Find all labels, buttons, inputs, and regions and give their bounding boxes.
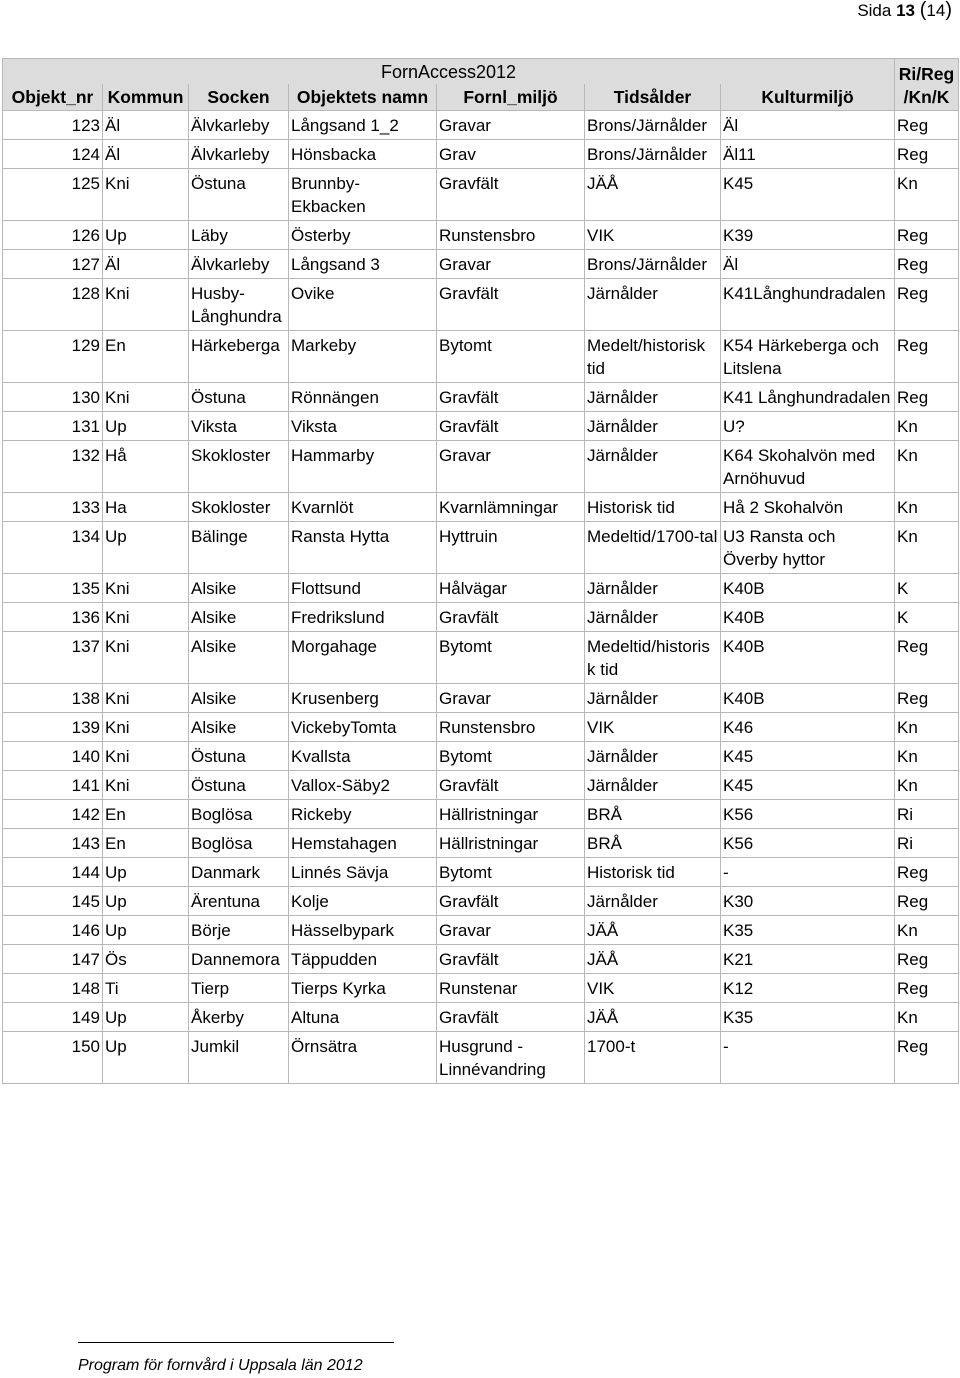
cell-fornl-miljo: Runstensbro (437, 713, 585, 742)
fornaccess-table (2, 58, 959, 1084)
cell-objekt-nr: 140 (3, 742, 103, 771)
cell-ri-reg-kn-k: Kn (895, 1003, 959, 1032)
cell-kulturmiljo: - (721, 1032, 895, 1084)
cell-socken: Skokloster (189, 441, 289, 493)
cell-fornl-miljo: Husgrund - Linnévandring (437, 1032, 585, 1084)
cell-kommun: Äl (103, 250, 189, 279)
cell-objektets-namn: Tierps Kyrka (289, 974, 437, 1003)
table-row (3, 603, 959, 632)
cell-objektets-namn: Långsand 3 (289, 250, 437, 279)
cell-kommun: Äl (103, 111, 189, 140)
table-row (3, 522, 959, 574)
table-row (3, 974, 959, 1003)
cell-ri-reg-kn-k: Kn (895, 916, 959, 945)
table-row (3, 383, 959, 412)
table-row (3, 1003, 959, 1032)
table-row (3, 916, 959, 945)
cell-fornl-miljo: Gravar (437, 111, 585, 140)
cell-socken: Viksta (189, 412, 289, 441)
cell-ri-reg-kn-k: Reg (895, 684, 959, 713)
cell-kulturmiljo: K45 (721, 169, 895, 221)
cell-socken: Läby (189, 221, 289, 250)
cell-kommun: En (103, 829, 189, 858)
cell-objekt-nr: 129 (3, 331, 103, 383)
cell-socken: Danmark (189, 858, 289, 887)
table-row (3, 493, 959, 522)
cell-tidsalder: BRÅ (585, 800, 721, 829)
cell-kommun: Ös (103, 945, 189, 974)
cell-socken: Östuna (189, 771, 289, 800)
column-header-objekt-nr: Objekt_nr (3, 84, 103, 111)
cell-objektets-namn: Viksta (289, 412, 437, 441)
cell-fornl-miljo: Bytomt (437, 858, 585, 887)
cell-objekt-nr: 143 (3, 829, 103, 858)
cell-ri-reg-kn-k: Reg (895, 945, 959, 974)
cell-kulturmiljo: U3 Ransta och Överby hyttor (721, 522, 895, 574)
cell-objektets-namn: Brunnby-Ekbacken (289, 169, 437, 221)
cell-fornl-miljo: Bytomt (437, 632, 585, 684)
cell-objektets-namn: Markeby (289, 331, 437, 383)
table-row (3, 771, 959, 800)
cell-kommun: En (103, 331, 189, 383)
cell-kommun: Kni (103, 383, 189, 412)
cell-kommun: Up (103, 522, 189, 574)
cell-objekt-nr: 133 (3, 493, 103, 522)
cell-objektets-namn: Fredrikslund (289, 603, 437, 632)
cell-kommun: Kni (103, 771, 189, 800)
table-row (3, 331, 959, 383)
table-row (3, 684, 959, 713)
column-header-objektets-namn: Objektets namn (289, 84, 437, 111)
cell-socken: Östuna (189, 742, 289, 771)
cell-socken: Åkerby (189, 1003, 289, 1032)
cell-socken: Jumkil (189, 1032, 289, 1084)
footer-text: Program för fornvård i Uppsala län 2012 (78, 1342, 394, 1376)
cell-ri-reg-kn-k: Kn (895, 522, 959, 574)
column-header-fornl-miljo: Fornl_miljö (437, 84, 585, 111)
cell-objektets-namn: VickebyTomta (289, 713, 437, 742)
cell-ri-reg-kn-k: Reg (895, 887, 959, 916)
column-header-kulturmiljo: Kulturmiljö (721, 84, 895, 111)
cell-tidsalder: Brons/Järnålder (585, 111, 721, 140)
cell-fornl-miljo: Runstenar (437, 974, 585, 1003)
cell-kommun: Kni (103, 632, 189, 684)
cell-tidsalder: VIK (585, 974, 721, 1003)
cell-objekt-nr: 132 (3, 441, 103, 493)
table-row (3, 279, 959, 331)
cell-objekt-nr: 144 (3, 858, 103, 887)
cell-socken: Alsike (189, 684, 289, 713)
cell-fornl-miljo: Hålvägar (437, 574, 585, 603)
page-current: 13 (896, 1, 915, 20)
cell-tidsalder: Järnålder (585, 574, 721, 603)
column-header-ri-reg: Ri/Reg /Kn/K (895, 59, 959, 111)
cell-kommun: Up (103, 1032, 189, 1084)
cell-tidsalder: Brons/Järnålder (585, 250, 721, 279)
cell-ri-reg-kn-k: Reg (895, 1032, 959, 1084)
cell-socken: Boglösa (189, 800, 289, 829)
cell-objekt-nr: 145 (3, 887, 103, 916)
cell-socken: Boglösa (189, 829, 289, 858)
cell-socken: Alsike (189, 713, 289, 742)
cell-tidsalder: Historisk tid (585, 858, 721, 887)
cell-objektets-namn: Morgahage (289, 632, 437, 684)
cell-ri-reg-kn-k: K (895, 603, 959, 632)
cell-kulturmiljo: K12 (721, 974, 895, 1003)
cell-fornl-miljo: Bytomt (437, 742, 585, 771)
column-header-tidsalder: Tidsålder (585, 84, 721, 111)
cell-ri-reg-kn-k: Reg (895, 221, 959, 250)
cell-ri-reg-kn-k: Kn (895, 493, 959, 522)
cell-kulturmiljo: K64 Skohalvön med Arnöhuvud (721, 441, 895, 493)
cell-objekt-nr: 130 (3, 383, 103, 412)
cell-fornl-miljo: Gravar (437, 441, 585, 493)
cell-tidsalder: Medeltid/historisk tid (585, 632, 721, 684)
cell-objektets-namn: Ransta Hytta (289, 522, 437, 574)
cell-fornl-miljo: Gravfält (437, 1003, 585, 1032)
cell-objektets-namn: Ovike (289, 279, 437, 331)
cell-objektets-namn: Rönnängen (289, 383, 437, 412)
cell-socken: Alsike (189, 574, 289, 603)
cell-fornl-miljo: Gravfält (437, 771, 585, 800)
table-body (3, 111, 959, 1084)
cell-kulturmiljo: K56 (721, 800, 895, 829)
cell-fornl-miljo: Hyttruin (437, 522, 585, 574)
cell-objekt-nr: 137 (3, 632, 103, 684)
table-title: FornAccess2012 (3, 59, 895, 85)
cell-objekt-nr: 136 (3, 603, 103, 632)
cell-kulturmiljo: K40B (721, 574, 895, 603)
cell-objekt-nr: 125 (3, 169, 103, 221)
cell-fornl-miljo: Gravfält (437, 945, 585, 974)
cell-objekt-nr: 127 (3, 250, 103, 279)
cell-ri-reg-kn-k: Reg (895, 632, 959, 684)
cell-objektets-namn: Kolje (289, 887, 437, 916)
cell-tidsalder: Medeltid/1700-tal (585, 522, 721, 574)
cell-kommun: Äl (103, 140, 189, 169)
table-row (3, 250, 959, 279)
cell-objekt-nr: 141 (3, 771, 103, 800)
cell-objekt-nr: 149 (3, 1003, 103, 1032)
table-row (3, 574, 959, 603)
cell-objektets-namn: Flottsund (289, 574, 437, 603)
cell-objekt-nr: 148 (3, 974, 103, 1003)
cell-ri-reg-kn-k: Ri (895, 829, 959, 858)
cell-fornl-miljo: Runstensbro (437, 221, 585, 250)
cell-tidsalder: Järnålder (585, 412, 721, 441)
cell-kommun: Kni (103, 574, 189, 603)
table-row (3, 441, 959, 493)
cell-ri-reg-kn-k: Ri (895, 800, 959, 829)
cell-tidsalder: Brons/Järnålder (585, 140, 721, 169)
cell-kulturmiljo: K45 (721, 742, 895, 771)
cell-objekt-nr: 147 (3, 945, 103, 974)
cell-objektets-namn: Kvarnlöt (289, 493, 437, 522)
cell-tidsalder: Järnålder (585, 603, 721, 632)
cell-tidsalder: VIK (585, 713, 721, 742)
cell-fornl-miljo: Gravfält (437, 383, 585, 412)
cell-kommun: Up (103, 916, 189, 945)
column-header-socken: Socken (189, 84, 289, 111)
cell-kommun: Hå (103, 441, 189, 493)
cell-kulturmiljo: K35 (721, 916, 895, 945)
cell-fornl-miljo: Gravar (437, 250, 585, 279)
cell-ri-reg-kn-k: K (895, 574, 959, 603)
table-row (3, 169, 959, 221)
cell-socken: Östuna (189, 383, 289, 412)
cell-objekt-nr: 138 (3, 684, 103, 713)
cell-fornl-miljo: Gravfält (437, 169, 585, 221)
cell-objekt-nr: 126 (3, 221, 103, 250)
cell-objekt-nr: 150 (3, 1032, 103, 1084)
cell-fornl-miljo: Gravfält (437, 603, 585, 632)
cell-kulturmiljo: K39 (721, 221, 895, 250)
cell-kulturmiljo: K46 (721, 713, 895, 742)
cell-fornl-miljo: Grav (437, 140, 585, 169)
cell-kulturmiljo: K41 Långhundradalen (721, 383, 895, 412)
cell-objektets-namn: Kvallsta (289, 742, 437, 771)
cell-objekt-nr: 134 (3, 522, 103, 574)
cell-tidsalder: 1700-t (585, 1032, 721, 1084)
cell-ri-reg-kn-k: Reg (895, 279, 959, 331)
cell-socken: Ärentuna (189, 887, 289, 916)
cell-socken: Älvkarleby (189, 111, 289, 140)
cell-kulturmiljo: K30 (721, 887, 895, 916)
table-row (3, 829, 959, 858)
cell-fornl-miljo: Gravfält (437, 887, 585, 916)
page-label: Sida (857, 1, 892, 20)
cell-tidsalder: Järnålder (585, 279, 721, 331)
table-row (3, 945, 959, 974)
cell-fornl-miljo: Bytomt (437, 331, 585, 383)
cell-fornl-miljo: Hällristningar (437, 829, 585, 858)
cell-objekt-nr: 128 (3, 279, 103, 331)
cell-tidsalder: VIK (585, 221, 721, 250)
cell-socken: Husby-Långhundra (189, 279, 289, 331)
cell-kommun: Up (103, 1003, 189, 1032)
cell-objekt-nr: 135 (3, 574, 103, 603)
cell-tidsalder: Järnålder (585, 441, 721, 493)
cell-tidsalder: Järnålder (585, 742, 721, 771)
cell-ri-reg-kn-k: Reg (895, 383, 959, 412)
cell-kommun: Kni (103, 169, 189, 221)
table-row (3, 412, 959, 441)
cell-objektets-namn: Täppudden (289, 945, 437, 974)
cell-kommun: Up (103, 221, 189, 250)
cell-objektets-namn: Vallox-Säby2 (289, 771, 437, 800)
cell-kulturmiljo: K35 (721, 1003, 895, 1032)
cell-tidsalder: Järnålder (585, 684, 721, 713)
cell-ri-reg-kn-k: Kn (895, 713, 959, 742)
cell-ri-reg-kn-k: Kn (895, 412, 959, 441)
cell-tidsalder: JÄÅ (585, 1003, 721, 1032)
cell-ri-reg-kn-k: Reg (895, 111, 959, 140)
cell-socken: Älvkarleby (189, 250, 289, 279)
cell-fornl-miljo: Gravar (437, 684, 585, 713)
cell-kommun: Kni (103, 684, 189, 713)
cell-kulturmiljo: Äl (721, 111, 895, 140)
cell-tidsalder: JÄÅ (585, 169, 721, 221)
cell-ri-reg-kn-k: Reg (895, 140, 959, 169)
cell-kommun: Ti (103, 974, 189, 1003)
cell-ri-reg-kn-k: Reg (895, 974, 959, 1003)
cell-objektets-namn: Linnés Sävja (289, 858, 437, 887)
table-row (3, 800, 959, 829)
cell-socken: Alsike (189, 632, 289, 684)
table-row (3, 632, 959, 684)
cell-kulturmiljo: K40B (721, 632, 895, 684)
cell-objekt-nr: 142 (3, 800, 103, 829)
cell-kommun: Kni (103, 713, 189, 742)
cell-fornl-miljo: Hällristningar (437, 800, 585, 829)
column-header-kommun: Kommun (103, 84, 189, 111)
cell-objektets-namn: Hönsbacka (289, 140, 437, 169)
cell-kulturmiljo: K56 (721, 829, 895, 858)
cell-ri-reg-kn-k: Reg (895, 331, 959, 383)
cell-kommun: Up (103, 887, 189, 916)
cell-kommun: Up (103, 412, 189, 441)
page-number: Sida 13 (14) (857, 0, 952, 21)
cell-socken: Skokloster (189, 493, 289, 522)
table-row (3, 887, 959, 916)
table-row (3, 713, 959, 742)
cell-fornl-miljo: Kvarnlämningar (437, 493, 585, 522)
cell-objekt-nr: 146 (3, 916, 103, 945)
cell-objektets-namn: Österby (289, 221, 437, 250)
cell-kulturmiljo: K45 (721, 771, 895, 800)
cell-socken: Östuna (189, 169, 289, 221)
cell-ri-reg-kn-k: Kn (895, 742, 959, 771)
table-row (3, 111, 959, 140)
cell-socken: Bälinge (189, 522, 289, 574)
cell-tidsalder: JÄÅ (585, 916, 721, 945)
cell-tidsalder: Järnålder (585, 771, 721, 800)
cell-objektets-namn: Hässelbypark (289, 916, 437, 945)
cell-objektets-namn: Rickeby (289, 800, 437, 829)
cell-kommun: Kni (103, 279, 189, 331)
cell-ri-reg-kn-k: Kn (895, 169, 959, 221)
cell-tidsalder: Medelt/historisk tid (585, 331, 721, 383)
cell-objektets-namn: Långsand 1_2 (289, 111, 437, 140)
cell-objektets-namn: Hemstahagen (289, 829, 437, 858)
cell-socken: Börje (189, 916, 289, 945)
table-row (3, 858, 959, 887)
cell-kulturmiljo: K40B (721, 684, 895, 713)
table-row (3, 140, 959, 169)
cell-ri-reg-kn-k: Kn (895, 441, 959, 493)
cell-kulturmiljo: K54 Härkeberga och Litslena (721, 331, 895, 383)
cell-ri-reg-kn-k: Kn (895, 771, 959, 800)
cell-kulturmiljo: U? (721, 412, 895, 441)
cell-tidsalder: Järnålder (585, 887, 721, 916)
cell-kulturmiljo: - (721, 858, 895, 887)
cell-objektets-namn: Örnsätra (289, 1032, 437, 1084)
cell-kulturmiljo: K40B (721, 603, 895, 632)
cell-objektets-namn: Altuna (289, 1003, 437, 1032)
cell-kommun: Up (103, 858, 189, 887)
cell-kulturmiljo: K41Långhundradalen (721, 279, 895, 331)
cell-objekt-nr: 123 (3, 111, 103, 140)
cell-kulturmiljo: Hå 2 Skohalvön (721, 493, 895, 522)
cell-socken: Tierp (189, 974, 289, 1003)
cell-objekt-nr: 124 (3, 140, 103, 169)
table-row (3, 221, 959, 250)
cell-tidsalder: BRÅ (585, 829, 721, 858)
cell-kommun: En (103, 800, 189, 829)
cell-socken: Alsike (189, 603, 289, 632)
cell-tidsalder: JÄÅ (585, 945, 721, 974)
cell-fornl-miljo: Gravar (437, 916, 585, 945)
cell-kulturmiljo: K21 (721, 945, 895, 974)
cell-tidsalder: Historisk tid (585, 493, 721, 522)
cell-fornl-miljo: Gravfält (437, 412, 585, 441)
table-row (3, 742, 959, 771)
cell-fornl-miljo: Gravfält (437, 279, 585, 331)
cell-socken: Dannemora (189, 945, 289, 974)
cell-objektets-namn: Hammarby (289, 441, 437, 493)
table-row (3, 1032, 959, 1084)
cell-kommun: Kni (103, 742, 189, 771)
cell-kulturmiljo: Äl (721, 250, 895, 279)
cell-kommun: Ha (103, 493, 189, 522)
cell-kulturmiljo: Äl11 (721, 140, 895, 169)
cell-socken: Älvkarleby (189, 140, 289, 169)
cell-tidsalder: Järnålder (585, 383, 721, 412)
cell-kommun: Kni (103, 603, 189, 632)
cell-objektets-namn: Krusenberg (289, 684, 437, 713)
cell-ri-reg-kn-k: Reg (895, 250, 959, 279)
cell-ri-reg-kn-k: Reg (895, 858, 959, 887)
cell-socken: Härkeberga (189, 331, 289, 383)
cell-objekt-nr: 139 (3, 713, 103, 742)
page-total: 14 (926, 1, 946, 20)
cell-objekt-nr: 131 (3, 412, 103, 441)
